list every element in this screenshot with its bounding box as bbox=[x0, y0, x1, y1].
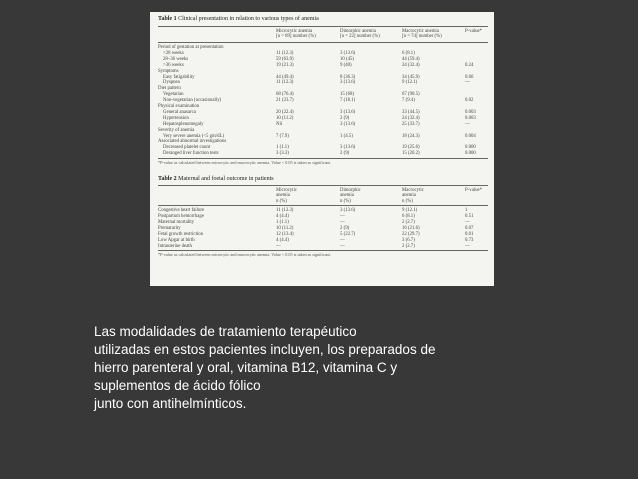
row-label: Symptoms bbox=[158, 68, 179, 74]
column-header: anemia bbox=[340, 193, 354, 199]
table-cell: 3 (3.3) bbox=[276, 151, 289, 157]
row-label: 28–36 weeks bbox=[163, 56, 189, 62]
table-cell: 0.51 bbox=[465, 214, 474, 219]
scanned-tables-image bbox=[150, 12, 494, 286]
table-cell: 9 (12.1) bbox=[402, 80, 418, 86]
table-cell: 0.24 bbox=[465, 62, 474, 68]
table-cell: 19 (25.6) bbox=[402, 145, 420, 151]
table-cell: 44 (59.4) bbox=[402, 56, 420, 62]
table-cell: 18 (24.3) bbox=[402, 133, 420, 139]
column-header: n (%) bbox=[402, 198, 413, 204]
table-cell: 15 (68) bbox=[340, 92, 354, 98]
row-label: Period of gestation at presentation bbox=[158, 45, 224, 50]
table-cell: 2 (2.7) bbox=[402, 243, 415, 249]
table-cell: 0.07 bbox=[465, 225, 474, 231]
table-cell: 19 (21.3) bbox=[276, 62, 294, 68]
table-cell: 2 (9) bbox=[340, 115, 350, 121]
table-cell: 10 (11.2) bbox=[276, 115, 294, 121]
row-label: Intrauterine death bbox=[158, 243, 192, 249]
table-cell: 3 (13.6) bbox=[340, 121, 356, 127]
table-cell: 3 (6.7) bbox=[402, 237, 415, 243]
table-cell: — bbox=[340, 237, 345, 243]
table-cell: 12 (13.4) bbox=[276, 231, 294, 237]
table-cell: 20 (22.4) bbox=[276, 109, 294, 115]
table1-number: Table 1 bbox=[158, 16, 177, 22]
table-cell: 2 (9) bbox=[340, 151, 350, 157]
table-cell: — bbox=[465, 219, 470, 225]
table2-header-rule bbox=[158, 205, 488, 206]
table-cell: 9 (40) bbox=[340, 62, 352, 68]
table-cell: 59 (63.9) bbox=[276, 56, 294, 62]
slide-caption bbox=[94, 323, 534, 413]
column-header: anemia bbox=[276, 193, 290, 199]
table-cell: 10 (45) bbox=[340, 56, 354, 62]
table-cell: 3 (13.6) bbox=[340, 145, 356, 151]
caption-line: hierro parenteral y oral, vitamina B12, vitamina C y bbox=[94, 360, 398, 375]
row-label: Maternal mortality bbox=[158, 219, 195, 225]
table-cell: 6 (8.1) bbox=[402, 50, 415, 56]
row-label: Associated abnormal investigations bbox=[158, 139, 227, 145]
table-cell: 3 (13.6) bbox=[340, 208, 356, 214]
table-cell: 24 (32.4) bbox=[402, 115, 420, 121]
table-cell: — bbox=[465, 243, 470, 249]
table-cell: — bbox=[465, 80, 470, 86]
table-cell: 16 (21.6) bbox=[402, 225, 420, 231]
table-cell: 22 (29.7) bbox=[402, 231, 420, 237]
table-cell: 4 (4.4) bbox=[276, 214, 289, 219]
row-label: Easy fatigability bbox=[163, 74, 195, 80]
table-cell: 1 (4.5) bbox=[340, 133, 353, 139]
table-cell: 7 (18.1) bbox=[340, 98, 356, 104]
row-label: Low Apgar at birth bbox=[158, 237, 195, 243]
table-cell: 0.000 bbox=[465, 145, 476, 151]
column-header: n (%) bbox=[276, 198, 287, 204]
table2-footnote: *P-value as calculated between microcytic and macrocytic anemia. Value < 0.05 is taken as significant. bbox=[158, 252, 331, 258]
table-cell: 3 (13.6) bbox=[340, 109, 356, 115]
column-header: Dimorphic anemia bbox=[340, 29, 376, 34]
table-cell: 1 (1.1) bbox=[276, 219, 289, 225]
table1-bottom-rule bbox=[158, 158, 488, 159]
table1-header-rule bbox=[158, 42, 488, 43]
table-cell: 0.003 bbox=[465, 115, 476, 121]
table1-top-rule bbox=[158, 26, 488, 27]
row-label: Postpartum hemorrhage bbox=[158, 214, 204, 219]
row-label: Congestive heart failure bbox=[158, 208, 205, 214]
table-cell: 1 (1.1) bbox=[276, 145, 289, 151]
row-label: Physical examination bbox=[158, 104, 200, 109]
row-label: >36 weeks bbox=[163, 62, 184, 68]
table-cell: — bbox=[340, 219, 345, 225]
row-label: Severity of anemia bbox=[158, 127, 195, 133]
table-cell: 68 (76.4) bbox=[276, 92, 294, 98]
table-cell: — bbox=[340, 243, 345, 249]
column-header: Microcytic bbox=[276, 188, 298, 194]
table-cell: 1 bbox=[465, 208, 468, 214]
row-label: Fetal growth restriction bbox=[158, 231, 204, 237]
column-header: anemia bbox=[402, 193, 416, 199]
table-cell: 8 (36.3) bbox=[340, 74, 356, 80]
table-cell: 33 (44.5) bbox=[402, 109, 420, 115]
table2-bottom-rule bbox=[158, 250, 488, 251]
caption-line: junto con antihelmínticos. bbox=[94, 396, 247, 411]
table-cell: — bbox=[340, 214, 345, 219]
caption-line: utilizadas en estos pacientes incluyen, los preparados de bbox=[94, 342, 436, 357]
table-cell: 15 (20.2) bbox=[402, 151, 420, 157]
column-header: Macrocytic anemia bbox=[402, 29, 439, 34]
row-label: Decreased platelet count bbox=[163, 145, 211, 151]
table-cell: 0.004 bbox=[465, 133, 476, 139]
table-cell: 34 (45.9) bbox=[402, 74, 420, 80]
row-label: General anasarca bbox=[163, 109, 196, 115]
column-header: [n = 89] number (%) bbox=[276, 34, 316, 40]
row-label: Very severe anemia (<5 gm/dL) bbox=[163, 133, 225, 139]
table-cell: — bbox=[465, 121, 470, 127]
table-cell: 11 (12.3) bbox=[276, 208, 294, 214]
table-cell: — bbox=[276, 243, 281, 249]
table-cell: 6 (8.1) bbox=[402, 214, 415, 219]
row-label: Vegetarian bbox=[163, 92, 184, 98]
table-cell: 44 (49.4) bbox=[276, 74, 294, 80]
table-cell: 67 (90.5) bbox=[402, 92, 420, 98]
column-header: P-value* bbox=[465, 29, 483, 34]
table-cell: 25 (33.7) bbox=[402, 121, 420, 127]
table-cell: 4 (4.4) bbox=[276, 237, 289, 243]
column-header: [n = 22] number (%) bbox=[340, 34, 380, 40]
row-label: <28 weeks bbox=[163, 50, 184, 56]
table-cell: 11 (12.3) bbox=[276, 80, 294, 86]
row-label: Dyspnea bbox=[163, 80, 180, 86]
table-cell: 10 (11.2) bbox=[276, 225, 294, 231]
table-cell: 0.73 bbox=[465, 237, 474, 243]
table2-number: Table 2 bbox=[158, 176, 177, 183]
table-cell: 11 (12.3) bbox=[276, 50, 294, 56]
row-label: Diet pattern bbox=[158, 86, 181, 92]
column-header: n (%) bbox=[340, 198, 351, 204]
table-cell: 0.000 bbox=[465, 151, 476, 157]
table2-top-rule bbox=[158, 185, 488, 186]
caption-line: suplementos de ácido fólico bbox=[94, 378, 261, 393]
table2-title bbox=[158, 176, 274, 182]
row-label: Prematurity bbox=[158, 225, 181, 231]
table-cell: Nil bbox=[276, 121, 283, 127]
table-cell: 2 (2.7) bbox=[402, 219, 415, 225]
table2-title-text: Maternal and foetal outcome in patients bbox=[178, 176, 274, 183]
column-header: P-value* bbox=[465, 188, 483, 194]
table-cell: 0.66 bbox=[465, 74, 474, 80]
table-cell: 5 (22.7) bbox=[340, 231, 356, 237]
table1-title-text: Clinical presentation in relation to various types of anemia bbox=[178, 16, 319, 22]
table1-title bbox=[158, 16, 319, 22]
table-cell: 3 (13.6) bbox=[340, 50, 356, 56]
table1-footnote: *P-value as calculated between microcytic and macrocytic anemia. Value < 0.05 is taken as significant. bbox=[158, 160, 331, 166]
table-cell: 3 (13.6) bbox=[340, 80, 356, 86]
column-header: Macrocytic bbox=[402, 188, 424, 194]
row-label: Hypertension bbox=[163, 115, 189, 121]
row-label: Hepatosplenomegaly bbox=[163, 121, 204, 127]
table-cell: 9 (12.1) bbox=[402, 208, 418, 214]
column-header: Dimorphic bbox=[340, 188, 361, 194]
table-cell: 0.02 bbox=[465, 98, 474, 104]
column-header: Microcytic anemia bbox=[276, 29, 313, 34]
table-cell: 7 (9.4) bbox=[402, 98, 415, 104]
table-cell: 24 (32.4) bbox=[402, 62, 420, 68]
column-header: [n = 74] number (%) bbox=[402, 34, 442, 40]
caption-line: Las modalidades de tratamiento terapéutico bbox=[94, 324, 357, 339]
table-cell: 21 (23.7) bbox=[276, 98, 294, 104]
table-cell: 0.003 bbox=[465, 109, 476, 115]
row-label: Deranged liver function tests bbox=[163, 151, 219, 157]
table-cell: 2 (9) bbox=[340, 225, 350, 231]
table-cell: 0.01 bbox=[465, 231, 474, 237]
table-cell: 7 (7.9) bbox=[276, 133, 289, 139]
row-label: Non-vegetarian (occasionally) bbox=[163, 98, 222, 104]
